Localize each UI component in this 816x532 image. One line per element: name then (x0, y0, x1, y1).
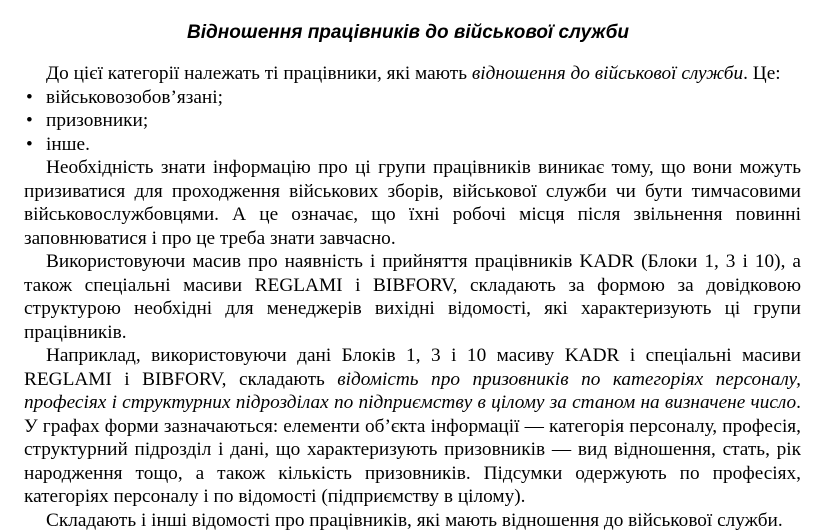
paragraph-necessity: Необхідність знати інформацію про ці групи працівників виникає тому, що вони можуть призиватися для проходження військових зборів, військової служби чи бути тимчасовими військовослужбовцями. А це означає, що їхні робочі місця після звільнення повинні заповнюватися і про це треба знати завчасно. (24, 156, 801, 250)
list-item-text: військовозобов’язані; (46, 87, 223, 108)
paragraph-example (24, 344, 801, 509)
document-body (24, 62, 801, 532)
list-item (24, 133, 801, 157)
bullet-icon: • (26, 86, 33, 110)
bullet-icon: • (26, 133, 33, 157)
intro-text-before: До цієї категорії належать ті працівники, які мають (46, 63, 472, 84)
document-title: Відношення працівників до військової служби (0, 22, 816, 44)
bullet-icon: • (26, 109, 33, 133)
category-list (24, 86, 801, 157)
intro-text-after: . Це: (743, 63, 780, 84)
example-emphasis: відомість про призовників по категоріях персоналу, професіях і структурних підрозділах по підприємству в цілому за станом на визначене число (24, 369, 801, 414)
list-item-text: інше. (46, 134, 90, 155)
intro-paragraph (24, 62, 801, 86)
list-item (24, 86, 801, 110)
example-text-before: Наприклад, використовуючи дані Блоків 1, 3 і 10 масиву KADR і спеціальні масиви REGLAMI і BIBFORV, складають (24, 345, 801, 390)
list-item-text: призовники; (46, 110, 148, 131)
example-text-after: . У графах форми зазначаються: елементи об’єкта інформації — категорія персоналу, професія, структурний підрозділ і дані, що характеризують призовників — вид відношення, стать, рік народження тощо, а також кількість призовників. Підсумки одержують по професіях, категоріях персоналу і по відомості (підприємству в цілому). (24, 392, 801, 507)
paragraph-arrays: Використовуючи масив про наявність і прийняття працівників KADR (Блоки 1, 3 і 10), а також спеціальні масиви REGLAMI і BIBFORV, складають за формою за довідковою структурою необхідні для менеджерів вихідні відомості, які характеризують ці групи працівників. (24, 250, 801, 344)
intro-emphasis: відношення до військової служби (472, 63, 743, 84)
paragraph-other-reports: Складають і інші відомості про працівників, які мають відношення до військової служби. (24, 509, 801, 532)
list-item (24, 109, 801, 133)
